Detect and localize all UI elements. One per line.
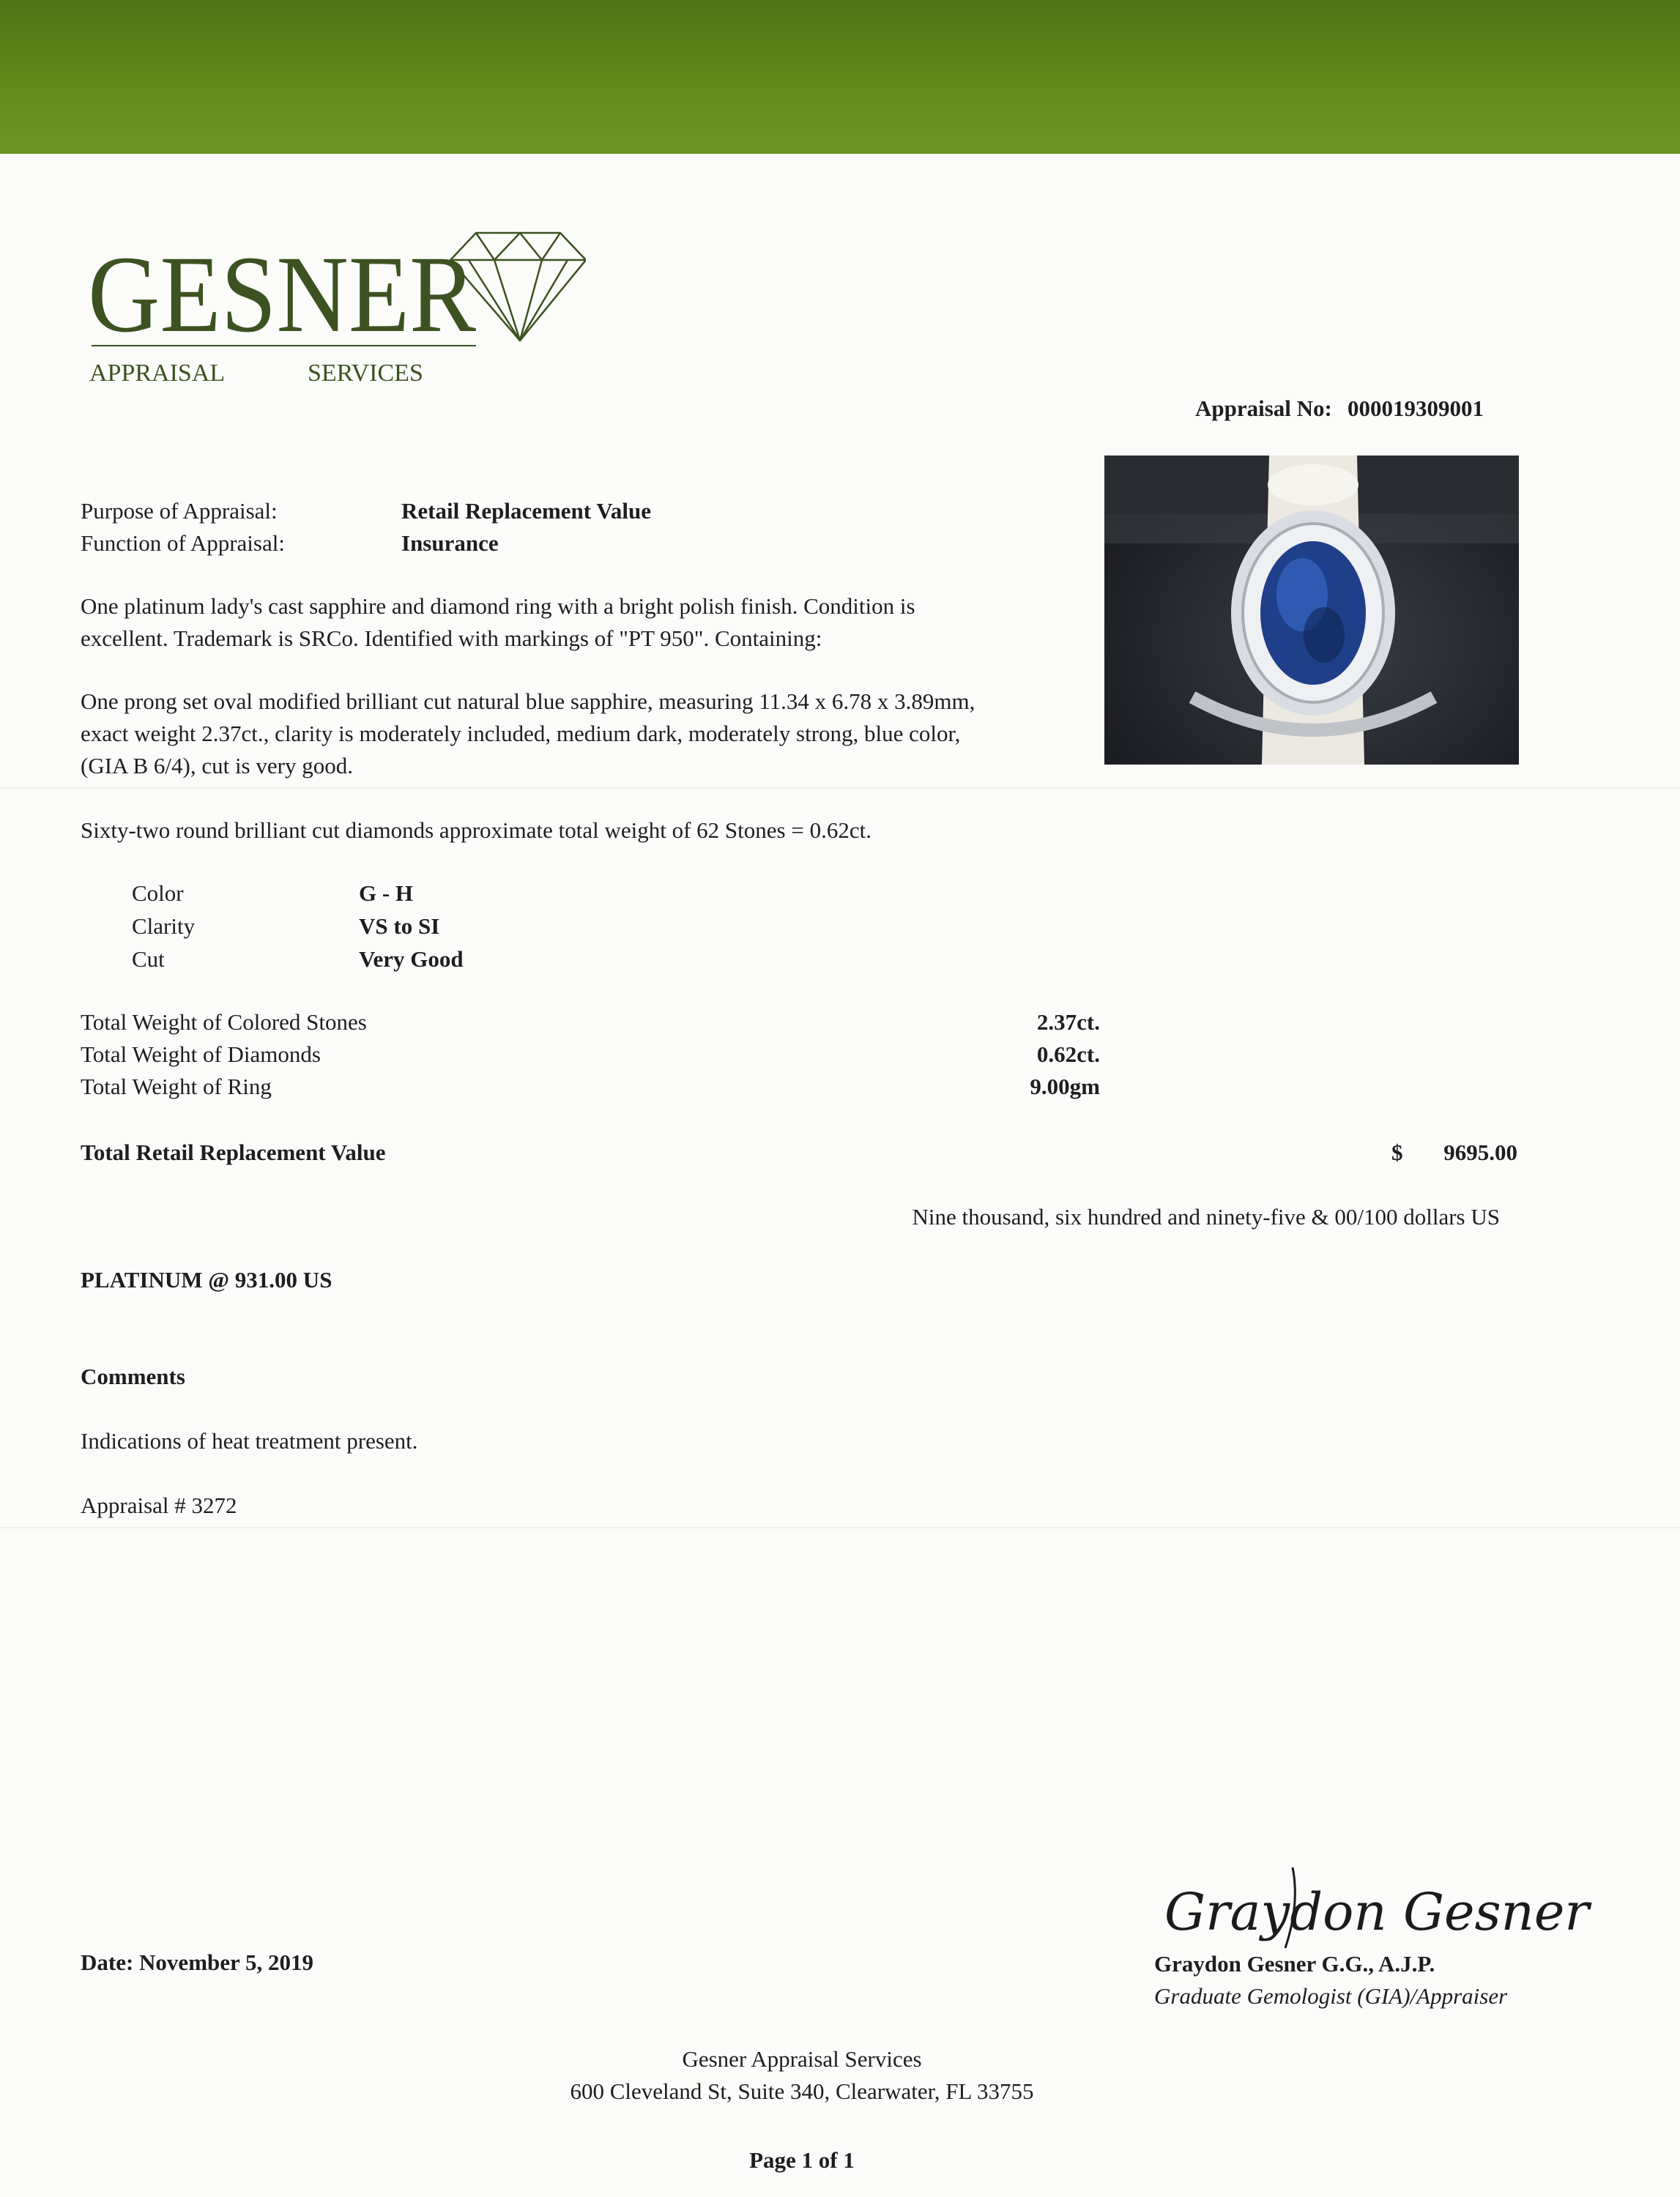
logo-subtitle-left: APPRAISAL xyxy=(89,360,226,387)
cut-value: Very Good xyxy=(359,946,464,972)
footer-address: 600 Cleveland St, Suite 340, Clearwater, FL 33755 xyxy=(570,2078,1034,2104)
color-value: G - H xyxy=(359,880,414,906)
total-value-label: Total Retail Replacement Value xyxy=(81,1140,386,1165)
function-label: Function of Appraisal: xyxy=(81,530,285,556)
page-number: Page 1 of 1 xyxy=(749,2147,855,2173)
logo-wordmark: GESNER xyxy=(88,234,476,355)
appraisal-number-value: 000019309001 xyxy=(1348,395,1484,421)
sapphire-description: One prong set oval modified brilliant cut natural blue sapphire, measuring 11.34 x 6.78 x 3.89mm, exact weight 2.37ct., clarity is moderately included, medium dark, moderately strong, blue color, (GIA B 6/4), cut is very good. xyxy=(81,688,975,778)
purpose-value: Retail Replacement Value xyxy=(401,498,651,524)
function-value: Insurance xyxy=(401,530,499,556)
signature xyxy=(1157,1860,1611,1955)
appraiser-name: Graydon Gesner G.G., A.J.P. xyxy=(1154,1951,1435,1977)
clarity-value: VS to SI xyxy=(359,913,440,939)
gesner-logo xyxy=(81,220,586,395)
ring-description: One platinum lady's cast sapphire and diamond ring with a bright polish finish. Condition is excellent. Trademark is SRCo. Identified with markings of "PT 950". Containing: xyxy=(81,593,915,651)
paper-fold-line xyxy=(0,1527,1680,1528)
platinum-price: PLATINUM @ 931.00 US xyxy=(81,1267,332,1293)
total-value-words: Nine thousand, six hundred and ninety-five & 00/100 dollars US xyxy=(912,1204,1500,1230)
ring-photo xyxy=(1104,456,1519,765)
comments-text: Indications of heat treatment present. xyxy=(81,1428,418,1454)
diamonds-weight-label: Total Weight of Diamonds xyxy=(81,1041,321,1067)
paper-fold-line xyxy=(0,787,1680,789)
purpose-label: Purpose of Appraisal: xyxy=(81,498,278,524)
appraisal-reference: Appraisal # 3272 xyxy=(81,1492,237,1518)
color-label: Color xyxy=(132,880,184,906)
appraiser-title: Graduate Gemologist (GIA)/Appraiser xyxy=(1154,1983,1508,2009)
colored-weight-label: Total Weight of Colored Stones xyxy=(81,1009,367,1035)
footer-company: Gesner Appraisal Services xyxy=(682,2046,922,2072)
appraisal-date: Date: November 5, 2019 xyxy=(81,1949,313,1975)
header-green-band xyxy=(0,0,1680,154)
ring-weight-label: Total Weight of Ring xyxy=(81,1074,272,1099)
ring-weight-value: 9.00gm xyxy=(1030,1074,1100,1099)
appraisal-number-label: Appraisal No: xyxy=(1195,395,1332,421)
diamonds-description: Sixty-two round brilliant cut diamonds approximate total weight of 62 Stones = 0.62ct. xyxy=(81,817,871,843)
clarity-label: Clarity xyxy=(132,913,196,939)
signature-text: Graydon Gesner xyxy=(1164,1882,1592,1942)
logo-subtitle-right: SERVICES xyxy=(308,360,423,387)
diamonds-weight-value: 0.62ct. xyxy=(1036,1041,1100,1067)
comments-heading: Comments xyxy=(81,1364,185,1389)
total-value-currency: $ xyxy=(1391,1140,1403,1165)
colored-weight-value: 2.37ct. xyxy=(1036,1009,1100,1035)
total-value-amount: 9695.00 xyxy=(1443,1140,1517,1165)
cut-label: Cut xyxy=(132,946,165,972)
